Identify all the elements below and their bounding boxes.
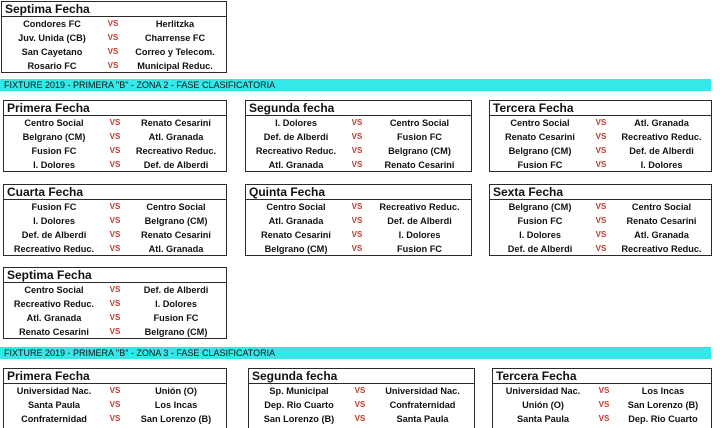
home-team: Unión (O) bbox=[522, 400, 564, 410]
away-team: Fusion FC bbox=[397, 244, 442, 254]
vs-label: VS bbox=[595, 216, 607, 225]
vs-label: VS bbox=[595, 230, 607, 239]
away-team: Unión (O) bbox=[155, 386, 197, 396]
vs-label: VS bbox=[351, 160, 363, 169]
fecha-card bbox=[245, 184, 472, 256]
match-row bbox=[246, 200, 471, 214]
match-row bbox=[490, 200, 711, 214]
vs-label: VS bbox=[354, 400, 366, 409]
match-row bbox=[4, 297, 226, 311]
match-row bbox=[4, 144, 226, 158]
vs-label: VS bbox=[109, 230, 121, 239]
home-team: Rosario FC bbox=[27, 61, 77, 71]
vs-label: VS bbox=[595, 146, 607, 155]
home-team: Def. de Alberdi bbox=[263, 132, 329, 142]
vs-label: VS bbox=[595, 244, 607, 253]
home-team: Santa Paula bbox=[516, 414, 570, 424]
match-row bbox=[4, 325, 226, 339]
vs-label: VS bbox=[351, 132, 363, 141]
away-team: Dep. Rio Cuarto bbox=[628, 414, 698, 424]
home-team: San Lorenzo (B) bbox=[263, 414, 335, 424]
zone-banner: FIXTURE 2019 - PRIMERA "B" - ZONA 3 - FASE CLASIFICATORIA bbox=[0, 347, 711, 359]
match-row bbox=[2, 59, 226, 73]
home-team: Recreativo Reduc. bbox=[13, 299, 95, 309]
away-team: Charrense FC bbox=[144, 33, 206, 43]
away-team: Atl. Granada bbox=[634, 118, 689, 128]
fecha-title: Cuarta Fecha bbox=[4, 185, 226, 200]
match-row bbox=[4, 412, 226, 426]
fecha-title: Segunda fecha bbox=[246, 101, 471, 116]
away-team: I. Dolores bbox=[155, 299, 197, 309]
fecha-title: Segunda fecha bbox=[249, 369, 474, 384]
match-row bbox=[490, 130, 711, 144]
away-team: Centro Social bbox=[631, 202, 692, 212]
match-row bbox=[2, 31, 226, 45]
fecha-card bbox=[3, 267, 227, 339]
vs-label: VS bbox=[109, 285, 121, 294]
home-team: Recreativo Reduc. bbox=[255, 146, 337, 156]
home-team: Dep. Rio Cuarto bbox=[264, 400, 334, 410]
vs-label: VS bbox=[595, 132, 607, 141]
fecha-title: Tercera Fecha bbox=[493, 369, 711, 384]
fecha-title: Septima Fecha bbox=[2, 2, 226, 17]
vs-label: VS bbox=[351, 216, 363, 225]
match-row bbox=[4, 311, 226, 325]
vs-label: VS bbox=[109, 400, 121, 409]
match-row bbox=[4, 283, 226, 297]
match-row bbox=[493, 412, 711, 426]
away-team: Def. de Alberdi bbox=[387, 216, 452, 226]
fecha-title: Septima Fecha bbox=[4, 268, 226, 283]
match-row bbox=[249, 412, 474, 426]
fecha-title: Quinta Fecha bbox=[246, 185, 471, 200]
match-row bbox=[4, 214, 226, 228]
vs-label: VS bbox=[109, 414, 121, 423]
away-team: Belgrano (CM) bbox=[144, 327, 208, 337]
away-team: Recreativo Reduc. bbox=[621, 244, 702, 254]
home-team: Atl. Granada bbox=[268, 216, 324, 226]
away-team: Renato Cesarini bbox=[141, 230, 211, 240]
match-row bbox=[246, 130, 471, 144]
away-team: I. Dolores bbox=[640, 160, 683, 170]
home-team: I. Dolores bbox=[275, 118, 317, 128]
home-team: Centro Social bbox=[510, 118, 570, 128]
away-team: San Lorenzo (B) bbox=[140, 414, 212, 424]
match-row bbox=[490, 158, 711, 172]
home-team: Renato Cesarini bbox=[261, 230, 331, 240]
home-team: Centro Social bbox=[24, 118, 84, 128]
vs-label: VS bbox=[598, 414, 610, 423]
away-team: I. Dolores bbox=[398, 230, 441, 240]
vs-label: VS bbox=[109, 386, 121, 395]
match-row bbox=[2, 17, 226, 31]
away-team: Fusion FC bbox=[153, 313, 199, 323]
home-team: Centro Social bbox=[24, 285, 84, 295]
vs-label: VS bbox=[107, 33, 119, 42]
fecha-title: Primera Fecha bbox=[4, 101, 226, 116]
match-row bbox=[246, 214, 471, 228]
away-team: Los Incas bbox=[154, 400, 198, 410]
vs-label: VS bbox=[109, 118, 121, 127]
fecha-card bbox=[1, 1, 227, 73]
home-team: Juv. Unida (CB) bbox=[18, 33, 86, 43]
home-team: Def. de Alberdi bbox=[21, 230, 87, 240]
match-row bbox=[4, 384, 226, 398]
match-row bbox=[493, 398, 711, 412]
match-row bbox=[490, 228, 711, 242]
home-team: I. Dolores bbox=[33, 216, 75, 226]
away-team: Recreativo Reduc. bbox=[135, 146, 217, 156]
vs-label: VS bbox=[351, 244, 363, 253]
fecha-card bbox=[3, 184, 227, 256]
home-team: Belgrano (CM) bbox=[508, 146, 572, 156]
away-team: Def. de Alberdi bbox=[143, 160, 209, 170]
vs-label: VS bbox=[598, 400, 610, 409]
fecha-card bbox=[248, 368, 475, 428]
home-team: Belgrano (CM) bbox=[22, 132, 86, 142]
away-team: Recreativo Reduc. bbox=[621, 132, 702, 142]
home-team: Atl. Granada bbox=[268, 160, 324, 170]
match-row bbox=[493, 384, 711, 398]
match-row bbox=[246, 116, 471, 130]
fecha-card bbox=[489, 184, 712, 256]
away-team: Correo y Telecom. bbox=[135, 47, 215, 57]
home-team: Recreativo Reduc. bbox=[13, 244, 95, 254]
home-team: Belgrano (CM) bbox=[264, 244, 328, 254]
away-team: Recreativo Reduc. bbox=[379, 202, 460, 212]
fecha-card bbox=[3, 100, 227, 172]
match-row bbox=[246, 158, 471, 172]
away-team: Los Incas bbox=[641, 386, 685, 396]
away-team: Def. de Alberdi bbox=[629, 146, 694, 156]
home-team: Def. de Alberdi bbox=[507, 244, 573, 254]
home-team: Santa Paula bbox=[27, 400, 81, 410]
match-row bbox=[4, 130, 226, 144]
fecha-card bbox=[492, 368, 712, 428]
vs-label: VS bbox=[109, 160, 121, 169]
away-team: Def. de Alberdi bbox=[143, 285, 209, 295]
home-team: Belgrano (CM) bbox=[508, 202, 572, 212]
home-team: Fusion FC bbox=[517, 160, 563, 170]
away-team: Municipal Reduc. bbox=[137, 61, 213, 71]
match-row bbox=[4, 158, 226, 172]
away-team: Centro Social bbox=[146, 202, 206, 212]
vs-label: VS bbox=[351, 230, 363, 239]
away-team: Renato Cesarini bbox=[384, 160, 455, 170]
away-team: Atl. Granada bbox=[148, 244, 204, 254]
away-team: Atl. Granada bbox=[634, 230, 689, 240]
away-team: Belgrano (CM) bbox=[144, 216, 208, 226]
vs-label: VS bbox=[598, 386, 610, 395]
match-row bbox=[4, 200, 226, 214]
home-team: Centro Social bbox=[266, 202, 326, 212]
home-team: Renato Cesarini bbox=[505, 132, 575, 142]
match-row bbox=[4, 228, 226, 242]
vs-label: VS bbox=[595, 202, 607, 211]
home-team: Fusion FC bbox=[517, 216, 563, 226]
fecha-title: Primera Fecha bbox=[4, 369, 226, 384]
match-row bbox=[490, 116, 711, 130]
home-team: Universidad Nac. bbox=[505, 386, 581, 396]
home-team: Fusion FC bbox=[31, 202, 77, 212]
match-row bbox=[246, 228, 471, 242]
match-row bbox=[249, 398, 474, 412]
match-row bbox=[4, 398, 226, 412]
home-team: Confraternidad bbox=[21, 414, 87, 424]
vs-label: VS bbox=[109, 202, 121, 211]
vs-label: VS bbox=[107, 47, 119, 56]
home-team: Atl. Granada bbox=[26, 313, 82, 323]
vs-label: VS bbox=[109, 244, 121, 253]
vs-label: VS bbox=[109, 313, 121, 322]
fecha-card bbox=[245, 100, 472, 172]
match-row bbox=[490, 144, 711, 158]
away-team: Santa Paula bbox=[396, 414, 449, 424]
vs-label: VS bbox=[351, 202, 363, 211]
home-team: Universidad Nac. bbox=[16, 386, 92, 396]
home-team: I. Dolores bbox=[519, 230, 561, 240]
away-team: Renato Cesarini bbox=[141, 118, 211, 128]
vs-label: VS bbox=[109, 146, 121, 155]
fecha-title: Tercera Fecha bbox=[490, 101, 711, 116]
away-team: Belgrano (CM) bbox=[388, 146, 451, 156]
match-row bbox=[2, 45, 226, 59]
vs-label: VS bbox=[107, 19, 119, 28]
away-team: Universidad Nac. bbox=[385, 386, 460, 396]
away-team: Centro Social bbox=[389, 118, 450, 128]
match-row bbox=[4, 242, 226, 256]
vs-label: VS bbox=[109, 327, 121, 336]
home-team: Fusion FC bbox=[31, 146, 77, 156]
home-team: I. Dolores bbox=[33, 160, 75, 170]
away-team: Confraternidad bbox=[389, 400, 456, 410]
home-team: San Cayetano bbox=[21, 47, 83, 57]
vs-label: VS bbox=[595, 118, 607, 127]
home-team: Sp. Municipal bbox=[269, 386, 329, 396]
match-row bbox=[490, 242, 711, 256]
match-row bbox=[246, 144, 471, 158]
vs-label: VS bbox=[107, 61, 119, 70]
away-team: Atl. Granada bbox=[148, 132, 204, 142]
vs-label: VS bbox=[109, 216, 121, 225]
home-team: Renato Cesarini bbox=[19, 327, 89, 337]
away-team: Herlitzka bbox=[155, 19, 195, 29]
vs-label: VS bbox=[109, 132, 121, 141]
fecha-title: Sexta Fecha bbox=[490, 185, 711, 200]
match-row bbox=[249, 384, 474, 398]
home-team: Condores FC bbox=[23, 19, 81, 29]
match-row bbox=[4, 116, 226, 130]
zone-banner: FIXTURE 2019 - PRIMERA "B" - ZONA 2 - FASE CLASIFICATORIA bbox=[0, 79, 711, 91]
match-row bbox=[490, 214, 711, 228]
away-team: Fusion FC bbox=[397, 132, 442, 142]
vs-label: VS bbox=[354, 386, 366, 395]
fecha-card bbox=[489, 100, 712, 172]
match-row bbox=[246, 242, 471, 256]
vs-label: VS bbox=[595, 160, 607, 169]
vs-label: VS bbox=[351, 146, 363, 155]
vs-label: VS bbox=[109, 299, 121, 308]
vs-label: VS bbox=[351, 118, 363, 127]
away-team: San Lorenzo (B) bbox=[627, 400, 699, 410]
fecha-card bbox=[3, 368, 227, 428]
away-team: Renato Cesarini bbox=[626, 216, 697, 226]
vs-label: VS bbox=[354, 414, 366, 423]
